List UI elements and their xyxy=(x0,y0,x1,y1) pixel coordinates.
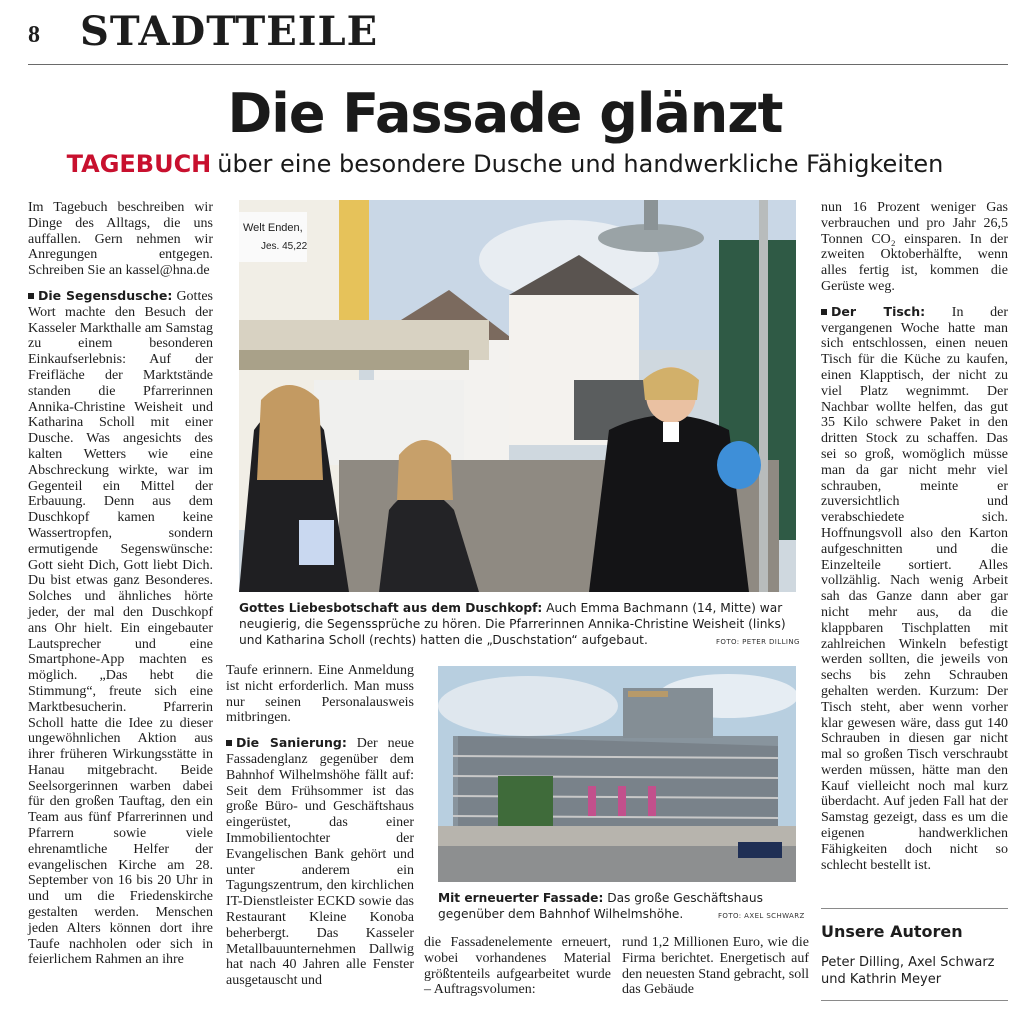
headline: Die Fassade glänzt xyxy=(227,82,783,145)
market-shower-photo-image xyxy=(239,200,796,592)
section-lead: Der Tisch: xyxy=(831,303,926,319)
subheadline xyxy=(0,150,1010,178)
photo-1-caption xyxy=(239,600,796,648)
intro-text: Im Tagebuch beschreiben wir Dinge des Alltags, die uns auffallen. Gern nehmen wir Anregungen entgegen. Schreiben Sie an kassel@hna.de xyxy=(28,200,213,279)
office-building-photo-image xyxy=(438,666,796,882)
column-5 xyxy=(821,200,1008,873)
column-3 xyxy=(424,935,611,998)
square-bullet-icon xyxy=(821,309,827,315)
column-1 xyxy=(28,200,213,968)
masthead-rule xyxy=(28,64,1008,65)
column-4 xyxy=(622,935,809,998)
authors-names-line-2: und Kathrin Meyer xyxy=(821,972,942,987)
square-bullet-icon xyxy=(226,740,232,746)
column-2 xyxy=(226,663,414,989)
authors-title: Unsere Autoren xyxy=(821,922,963,941)
square-bullet-icon xyxy=(28,293,34,299)
photo-2-caption-text: Das große Geschäftshaus gegenüber dem Bahnhof Wilhelmshöhe. xyxy=(438,891,763,921)
section-segensdusche xyxy=(28,288,213,968)
section-lead: Die Sanierung: xyxy=(236,735,347,751)
authors-bottom-rule xyxy=(821,1000,1008,1001)
section-sanierung xyxy=(226,735,414,989)
section-tisch xyxy=(821,304,1008,874)
page-number: 8 xyxy=(28,22,40,48)
section-body: Gottes Wort machte den Besuch der Kasseler Markthalle am Samstag zu einem besonderen Einkaufserlebnis: Auf der Freifläche der Marktstände standen die Pfarrerinnen Annika-Christine Weisheit und Katharina Scholl mit einer Dusche. Was angesichts des kalten Wetters wie eine Abschreckung wirkte, war im Gegenteil ein Mittel der Erbauung. Denn aus dem Duschkopf kamen keine Wassertropfen, sondern ermutigende Segenswünsche: Gott sieht Dich, Gott liebt Dich. Du bist etwas ganz Besonderes. Solches und ähnliches hörte jeder, der mal den Duschkopf ans Ohr hielt. Ein eingebauter Lautsprecher und eine Smartphone-App machten es möglich. „Das hebt die Stimmung“, freute sich eine Marktbesucherin. Pfarrerin Scholl hatte die Idee zu dieser ungewöhnlichen Aktion aus ihrer früheren Wirkungsstätte in Hanau mitgebracht. Beide Seelsorgerinnen warben dabei für den großen Tauftag, den ein Team aus fünf Pfarrerinnen und Pfarrern sowie viele ehrenamtliche Helfer der evangelischen Kirche am 28. September von 16 bis 20 Uhr in und um die Friedenskirche gestalten werden. Menschen jeden Alters können dort ihre Taufe nachholen oder sich in feierlichem Rahmen an ihre xyxy=(28,288,213,968)
authors-names-line-1: Peter Dilling, Axel Schwarz xyxy=(821,955,995,970)
photo-2-credit: FOTO: AXEL SCHWARZ xyxy=(718,912,805,920)
section-taufe-continued: Taufe erinnern. Eine Anmeldung ist nicht erforderlich. Man muss nur seinen Personalausweis mitbringen. xyxy=(226,663,414,726)
section-lead: Die Segensdusche: xyxy=(38,287,173,303)
subheadline-text: über eine besondere Dusche und handwerkliche Fähigkeiten xyxy=(217,150,944,178)
authors-top-rule xyxy=(821,908,1008,909)
office-building-photo xyxy=(438,666,796,882)
section-title: STADTTEILE xyxy=(80,8,379,55)
kicker: TAGEBUCH xyxy=(66,150,212,178)
section-body: Der neue Fassadenglanz gegenüber dem Bahnhof Wilhelmshöhe fällt auf: Seit dem Frühsommer ist das große Büro- und Geschäftshaus eingerüstet, das einer Immobilientochter der Evangelischen Bank gehört und unter anderem ein Tagungszentrum, den kirchlichen IT-Dienstleister ECKD sowie das Restaurant Kleine Konoba beherbergt. Das Kasseler Metallbauunternehmen Dallwig hat nach 40 Jahren alle Fenster ausgetauscht und xyxy=(226,736,414,989)
photo-2-caption-lead: Mit erneuerter Fassade: xyxy=(438,891,604,905)
photo-1-caption-text: Auch Emma Bachmann (14, Mitte) war neugierig, die Segenssprüche zu hören. Die Pfarrerinnen Annika-Christine Weisheit (links) und Katharina Scholl (rechts) hatten die „Duschstation“ aufgebaut. xyxy=(239,601,786,647)
section-sanierung-continued-2: rund 1,2 Millionen Euro, wie die Firma berichtet. Energetisch auf den neuesten Stand gebracht, soll das Gebäude xyxy=(622,935,810,998)
market-shower-photo xyxy=(239,200,796,592)
photo-1-caption-lead: Gottes Liebesbotschaft aus dem Duschkopf: xyxy=(239,601,543,615)
authors-names xyxy=(821,954,1008,988)
section-body: In der vergangenen Woche hatte man sich entschlossen, einen neuen Tisch für die Küche zu kaufen, einen Klapptisch, der nicht zu viel Platz wegnimmt. Der Nachbar wollte helfen, das gut 35 Kilo schwere Paket in den dritten Stock zu schaffen. Das sei so groß, womöglich müsse man da gar nicht mehr viel schrauben, meinte er zuversichtlich und verabschiedete sich. Hoffnungsvoll also den Karton aufgeschnitten und die Einzelteile sortiert. Alles vollzählig. Nach wenig Arbeit sah das Ganze dann aber gar nicht mehr aus, da die klappbaren Tischplatten mit zahlreichen Winkeln befestigt werden sollten, die jeweils von sechs bis zehn Schrauben gehalten werden. Kurzum: Der Tisch steht, aber wenn vorher klar gewesen wäre, dass gut 140 Schrauben in diesen gar nicht mal so großen Tisch verschraubt werden müssen, hätte man den Kauf vielleicht noch mal kurz überdacht. Auf jeden Fall hat der Samstag gezeigt, dass es um die eigenen handwerklichen Fähigkeiten doch nicht so schlecht bestellt ist. xyxy=(821,304,1008,873)
photo-1-credit: FOTO: PETER DILLING xyxy=(716,638,800,646)
sign-line-1: Welt Enden, xyxy=(243,222,303,234)
section-sanierung-continued: die Fassadenelemente erneuert, wobei vorhandenes Material größtenteils aufgearbeitet wurde – Auftragsvolumen: xyxy=(424,935,611,998)
sign-line-2: Jes. 45,22 xyxy=(261,241,308,252)
section-sanierung-end: nun 16 Prozent weniger Gas verbrauchen und pro Jahr 26,5 Tonnen CO₂ einsparen. In der zweiten Oktoberhälfte, wenn alles fertig ist, kommen die Gerüste weg. xyxy=(821,200,1008,294)
